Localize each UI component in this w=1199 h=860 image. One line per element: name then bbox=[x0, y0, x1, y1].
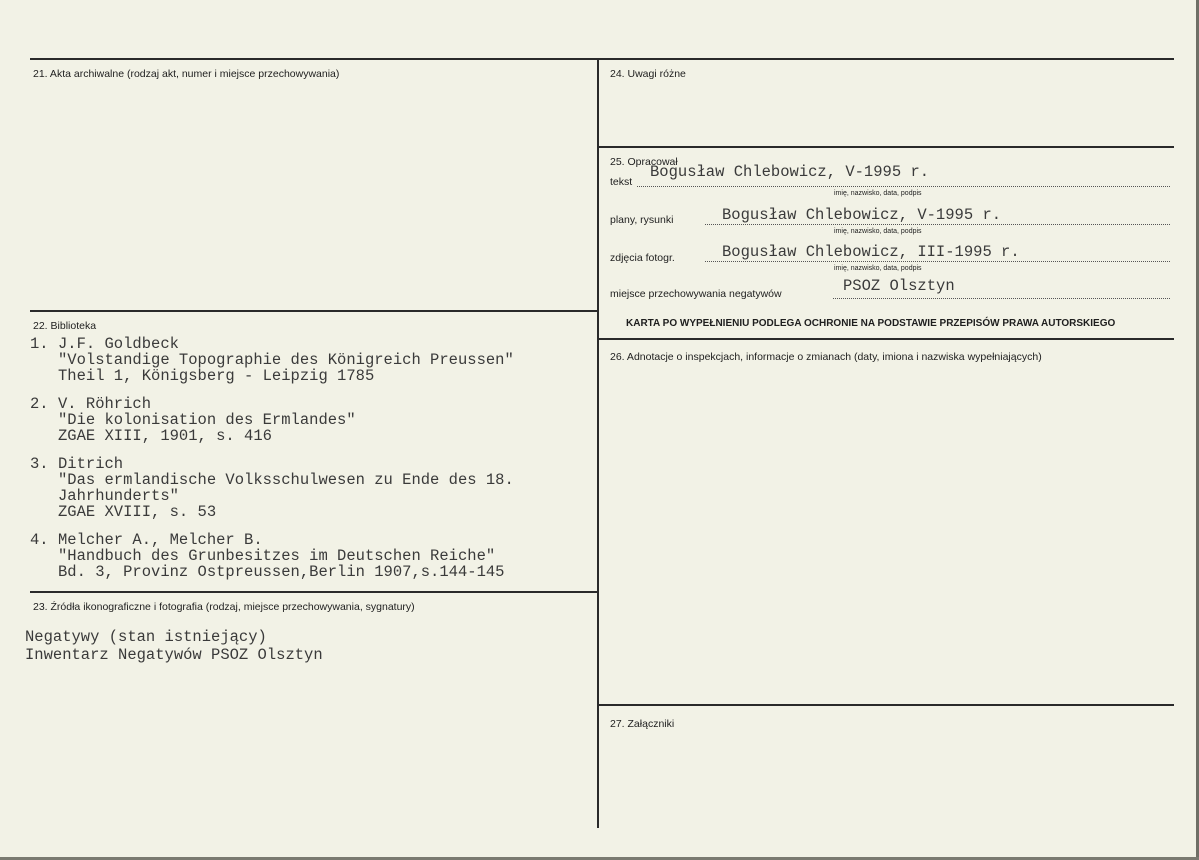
top-rule bbox=[30, 58, 1174, 60]
section-21-label: 21. Akta archiwalne (rodzaj akt, numer i miejsce przechowywania) bbox=[33, 68, 340, 80]
section-26-label: 26. Adnotacje o inspekcjach, informacje o zmianach (daty, imiona i nazwiska wypełniających) bbox=[610, 351, 1042, 363]
negatywy-line bbox=[833, 298, 1170, 299]
entry-line: Jahrhunderts" bbox=[58, 487, 179, 505]
zdjecia-line bbox=[705, 261, 1170, 262]
entry-line: Bd. 3, Provinz Ostpreussen,Berlin 1907,s.144-145 bbox=[58, 563, 505, 581]
entry-line: "Das ermlandische Volksschulwesen zu Ende des 18. bbox=[58, 471, 514, 489]
entry-line: Ditrich bbox=[58, 455, 124, 473]
list-item bbox=[30, 396, 514, 444]
iconography-text bbox=[25, 628, 323, 664]
tekst-value: Bogusław Chlebowicz, V-1995 r. bbox=[650, 163, 930, 181]
plany-caption: imię, nazwisko, data, podpis bbox=[834, 228, 922, 235]
zdjecia-label: zdjęcia fotogr. bbox=[610, 252, 675, 264]
rule-26 bbox=[597, 338, 1174, 340]
rule-22 bbox=[30, 310, 597, 312]
zdjecia-caption: imię, nazwisko, data, podpis bbox=[834, 265, 922, 272]
entry-line: "Die kolonisation des Ermlandes" bbox=[58, 411, 356, 429]
section-24-label: 24. Uwagi różne bbox=[610, 68, 686, 80]
entry-line: J.F. Goldbeck bbox=[58, 335, 179, 353]
bibliography-list bbox=[30, 336, 514, 592]
section-25-label: 25. Opracował bbox=[610, 156, 678, 168]
copyright-notice: KARTA PO WYPEŁNIENIU PODLEGA OCHRONIE NA PODSTAWIE PRZEPISÓW PRAWA AUTORSKIEGO bbox=[626, 318, 1116, 329]
section-23-label: 23. Źródła ikonograficzne i fotografia (rodzaj, miejsce przechowywania, sygnatury) bbox=[33, 601, 415, 613]
negatywy-label: miejsce przechowywania negatywów bbox=[610, 288, 782, 300]
tekst-label: tekst bbox=[610, 176, 633, 188]
entry-line: "Volstandige Topographie des Königreich Preussen" bbox=[58, 351, 514, 369]
entry-line: "Handbuch des Grunbesitzes im Deutschen Reiche" bbox=[58, 547, 496, 565]
entry-number: 4. bbox=[30, 531, 49, 549]
list-item bbox=[30, 336, 514, 384]
negatywy-value: PSOZ Olsztyn bbox=[843, 277, 955, 295]
entry-line: ZGAE XIII, 1901, s. 416 bbox=[58, 427, 272, 445]
rule-25 bbox=[597, 146, 1174, 148]
column-divider bbox=[597, 58, 599, 828]
plany-label: plany, rysunki bbox=[610, 214, 674, 226]
section-27-label: 27. Załączniki bbox=[610, 718, 675, 730]
section-22-label: 22. Biblioteka bbox=[33, 320, 97, 332]
iconography-line: Negatywy (stan istniejący) bbox=[25, 628, 267, 646]
list-item bbox=[30, 456, 514, 520]
plany-value: Bogusław Chlebowicz, V-1995 r. bbox=[722, 206, 1002, 224]
iconography-line: Inwentarz Negatywów PSOZ Olsztyn bbox=[25, 646, 323, 664]
entry-number: 1. bbox=[30, 335, 49, 353]
entry-line: ZGAE XVIII, s. 53 bbox=[58, 503, 217, 521]
rule-27 bbox=[597, 704, 1174, 706]
tekst-caption: imię, nazwisko, data, podpis bbox=[834, 190, 922, 197]
entry-number: 2. bbox=[30, 395, 49, 413]
plany-line bbox=[705, 224, 1170, 225]
entry-line: V. Röhrich bbox=[58, 395, 152, 413]
entry-line: Theil 1, Königsberg - Leipzig 1785 bbox=[58, 367, 375, 385]
list-item bbox=[30, 532, 514, 580]
tekst-line bbox=[637, 186, 1170, 187]
entry-line: Melcher A., Melcher B. bbox=[58, 531, 263, 549]
zdjecia-value: Bogusław Chlebowicz, III-1995 r. bbox=[722, 243, 1020, 261]
entry-number: 3. bbox=[30, 455, 49, 473]
